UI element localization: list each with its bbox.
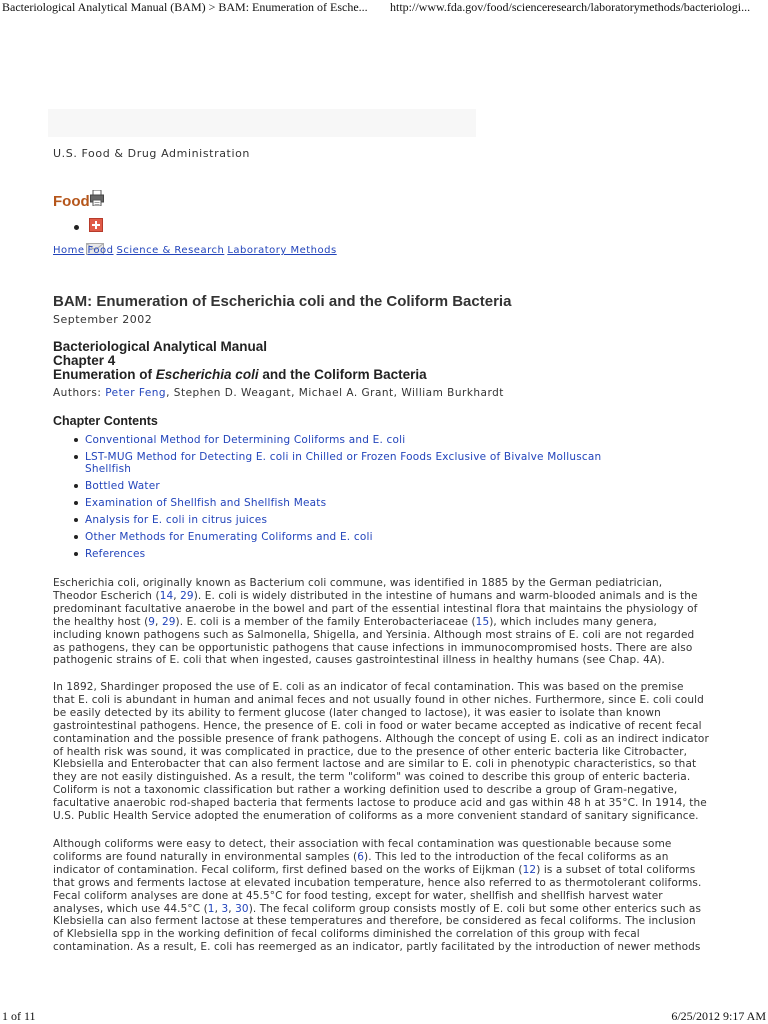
author-link-peter-feng[interactable]: Peter Feng	[105, 387, 167, 399]
toc-link-other-methods[interactable]: Other Methods for Enumerating Coliforms and E. coli	[85, 531, 373, 543]
breadcrumb-laboratory-methods[interactable]: Laboratory Methods	[227, 245, 337, 256]
chapter-contents-list	[53, 434, 653, 565]
reference-link[interactable]: 30	[235, 902, 249, 915]
agency-name: U.S. Food & Drug Administration	[53, 147, 251, 160]
authors-line	[53, 387, 504, 399]
reference-link[interactable]: 29	[180, 589, 194, 602]
toc-item	[53, 514, 653, 526]
page-counter: 1 of 11	[2, 1009, 36, 1023]
toc-item	[53, 531, 653, 543]
toc-item	[53, 548, 653, 560]
toc-link-lst-mug-method[interactable]: LST-MUG Method for Detecting E. coli in Chilled or Frozen Foods Exclusive of Bivalve Molluscan Shellfish	[85, 451, 602, 475]
reference-link[interactable]: 29	[161, 615, 176, 628]
section-header	[53, 191, 90, 215]
authors-rest: , Stephen D. Weagant, Michael A. Grant, William Burkhardt	[166, 387, 504, 399]
toc-item	[53, 434, 653, 446]
reference-link[interactable]: 14	[159, 589, 174, 602]
print-header-title: Bacteriological Analytical Manual (BAM) > BAM: Enumeration of Esche...	[2, 0, 368, 14]
chapter-number: Chapter 4	[53, 353, 116, 368]
toc-link-citrus-juices[interactable]: Analysis for E. coli in citrus juices	[85, 514, 268, 526]
print-datetime: 6/25/2012 9:17 AM	[671, 1009, 766, 1023]
toc-item	[53, 497, 653, 509]
page-title: BAM: Enumeration of Escherichia coli and the Coliform Bacteria	[53, 293, 512, 310]
paragraph-intro: Escherichia coli, originally known as Bacterium coli commune, was identified in 1885 by the German pediatrician, Theodor Escherich (14, 29). E. coli is widely distributed in the intestine of humans and warm-blooded animals and is the predominant facultative anaerobe in the bowel and part of the essential intestinal flora that maintains the physiology of the healthy host (9, 29). E. coli is a member of the family Enterobacteriaceae (15), which includes many genera, including known pathogens such as Salmonella, Shigella, and Yersinia. Although most strains of E. coli are not regarded as pathogens, they can be opportunistic pathogens that cause infections in immunocompromised hosts. There are also pathogenic strains of E. coli that when ingested, causes gastrointestinal illness in healthy humans (see Chap. 4A).	[53, 577, 698, 667]
toc-item	[53, 451, 653, 475]
reference-link[interactable]: 12	[522, 863, 537, 876]
paragraph-fecal-coliforms: Although coliforms were easy to detect, their association with fecal contamination was questionable because some coliforms are found naturally in environmental samples (6). This led to the introduction of the fecal coliforms as an indicator of contamination. Fecal coliform, first defined based on the works of Eijkman (12) is a subset of total coliforms that grows and ferments lactose at elevated incubation temperature, hence also referred to as thermotolerant coliforms. Fecal coliform analyses are done at 45.5°C for food testing, except for water, shellfish and shellfish harvest water analyses, which use 44.5°C (1, 3, 30). The fecal coliform group consists mostly of E. coli but some other enterics such as Klebsiella can also ferment lactose at these temperatures and therefore, be considered as fecal coliforms. The inclusion of Klebsiella spp in the working definition of fecal coliforms diminished the correlation of this group with fecal contamination. As a result, E. coli has reemerged as an indicator, partly facilitated by the introduction of newer methods	[53, 838, 702, 954]
breadcrumb-food[interactable]: Food	[87, 245, 114, 256]
reference-link[interactable]: 9	[148, 615, 156, 628]
toc-link-bottled-water[interactable]: Bottled Water	[85, 480, 160, 492]
banner-placeholder	[48, 109, 476, 137]
page-date: September 2002	[53, 313, 153, 326]
plus-icon[interactable]	[89, 218, 103, 232]
print-footer	[0, 1009, 768, 1023]
breadcrumb-science-research[interactable]: Science & Research	[116, 245, 225, 256]
authors-label: Authors:	[53, 387, 106, 399]
toc-link-references[interactable]: References	[85, 548, 146, 560]
breadcrumb	[53, 245, 340, 256]
reference-link[interactable]: 6	[357, 850, 365, 863]
toc-link-conventional-method[interactable]: Conventional Method for Determining Coliforms and E. coli	[85, 434, 406, 446]
print-header-url: http://www.fda.gov/food/scienceresearch/laboratorymethods/bacteriologi...	[390, 0, 751, 14]
reference-link[interactable]: 1	[207, 902, 215, 915]
reference-link[interactable]: 3	[221, 902, 229, 915]
manual-heading	[53, 340, 427, 382]
toc-link-shellfish[interactable]: Examination of Shellfish and Shellfish Meats	[85, 497, 327, 509]
paragraph-history: In 1892, Shardinger proposed the use of E. coli as an indicator of fecal contamination. This was based on the premise that E. coli is abundant in human and animal feces and not usually found in other niches. Furthermore, since E. coli could be easily detected by its ability to ferment glucose (later changed to lactose), it was easier to isolate than known gastrointestinal pathogens. Hence, the presence of E. coli in food or water became accepted as indicative of recent fecal contamination and the possible presence of frank pathogens. Although the concept of using E. coli as an indirect indicator of health risk was sound, it was complicated in practice, due to the presence of other enteric bacteria like Citrobacter, Klebsiella and Enterobacter that can also ferment lactose and are similar to E. coli in phenotypic characteristics, so that they are not easily distinguished. As a result, the term "coliform" was coined to describe this group of enteric bacteria. Coliform is not a taxonomic classification but rather a working definition used to describe a group of Gram-negative, facultative anaerobic rod-shaped bacteria that ferments lactose to produce acid and gas within 48 h at 35°C. In 1914, the U.S. Public Health Service adopted the enumeration of coliforms as a more convenient standard of sanitary significance.	[53, 681, 709, 823]
section-label-food[interactable]: Food	[53, 193, 90, 210]
breadcrumb-home[interactable]: Home	[53, 245, 85, 256]
printer-icon[interactable]	[90, 190, 104, 206]
toc-item	[53, 480, 653, 492]
chapter-contents-heading: Chapter Contents	[53, 414, 158, 428]
list-bullet	[74, 225, 79, 230]
reference-link[interactable]: 15	[475, 615, 490, 628]
manual-title: Bacteriological Analytical Manual	[53, 339, 268, 354]
print-header	[0, 0, 768, 14]
chapter-title: Enumeration of Escherichia coli and the Coliform Bacteria	[53, 367, 427, 382]
